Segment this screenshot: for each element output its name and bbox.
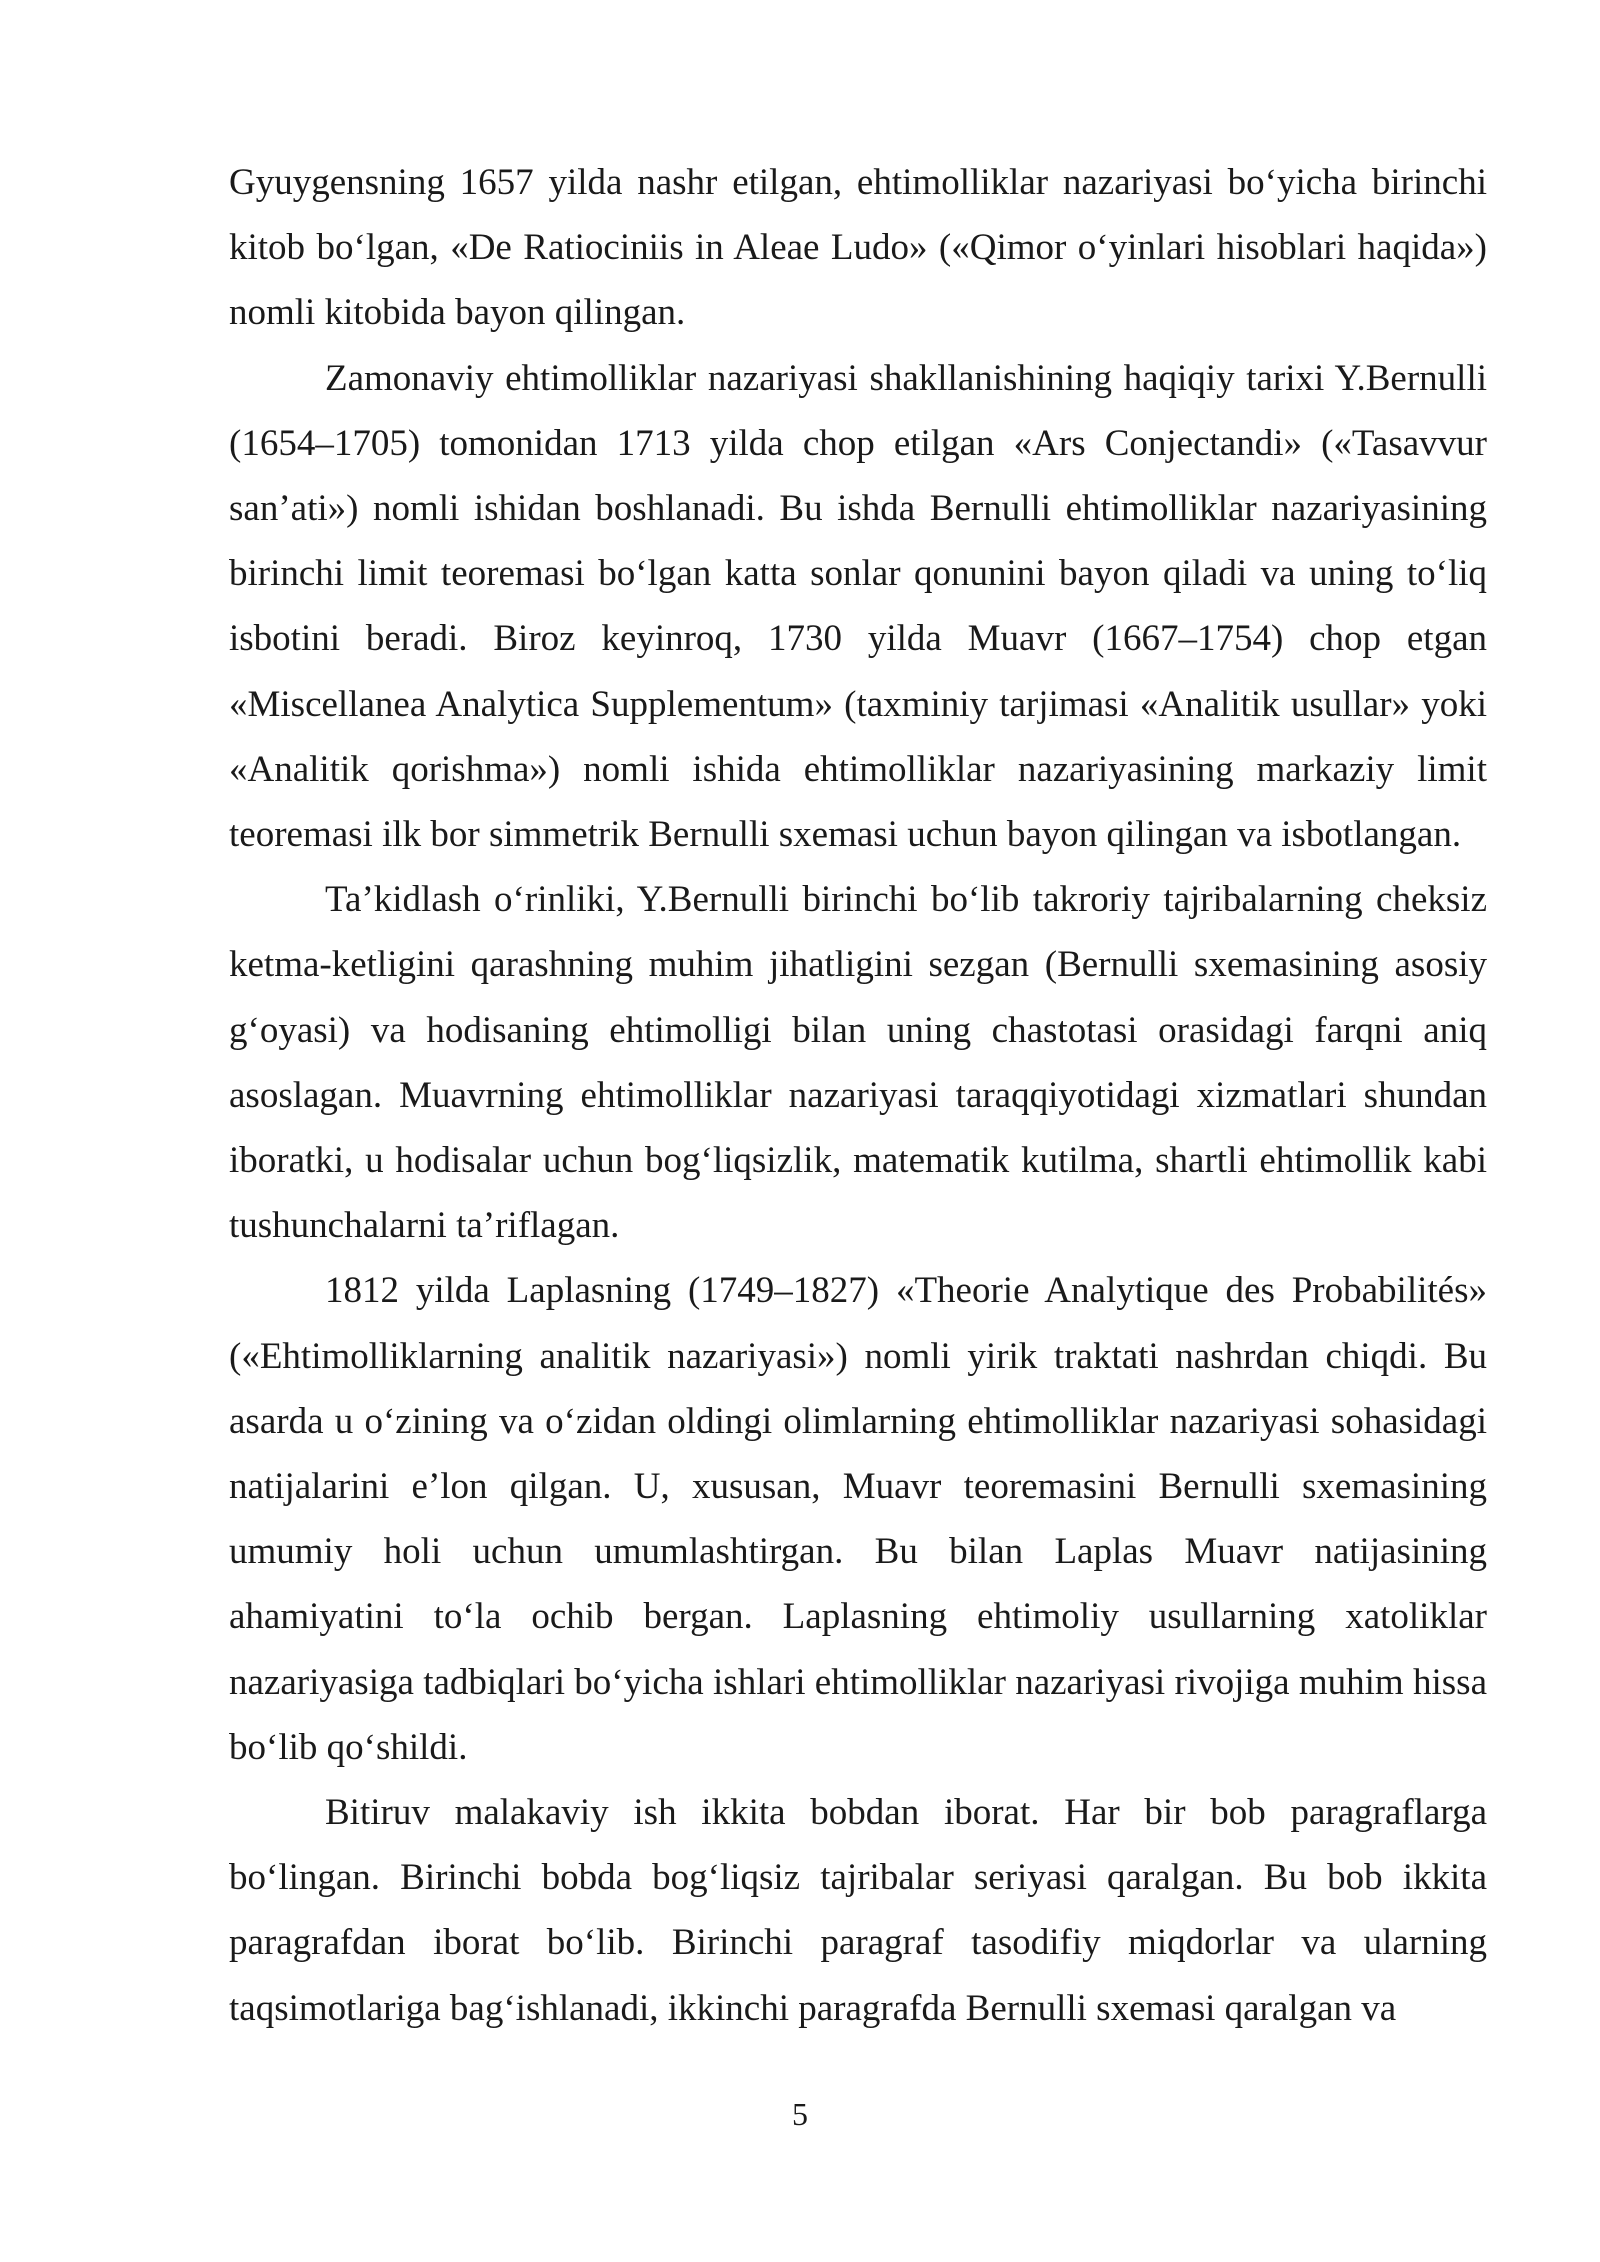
paragraph-4: 1812 yilda Laplasning (1749–1827) «Theorie Analytique des Probabilités» («Ehtimolliklarning analitik nazariyasi») nomli yirik traktati nashrdan chiqdi. Bu asarda u o‘zining va o‘zidan oldingi olimlarning ehtimolliklar nazariyasi sohasidagi natijalarini e’lon qilgan. U, xususan, Muavr teoremasini Bernulli sxemasining umumiy holi uchun umumlashtirgan. Bu bilan Laplas Muavr natijasining ahamiyatini to‘la ochib bergan. Laplasning ehtimoliy usullarning xatoliklar nazariyasiga tadbiqlari bo‘yicha ishlari ehtimolliklar nazariyasi rivojiga muhim hissa bo‘lib qo‘shildi.	[229, 1270, 1487, 1768]
paragraph-2: Zamonaviy ehtimolliklar nazariyasi shakllanishining haqiqiy tarixi Y.Bernulli (1654–1705) tomonidan 1713 yilda chop etilgan «Ars Conjectandi» («Tasavvur san’ati») nomli ishidan boshlanadi. Bu ishda Bernulli ehtimolliklar nazariyasining birinchi limit teoremasi bo‘lgan katta sonlar qonunini bayon qiladi va uning to‘liq isbotini beradi. Biroz keyinroq, 1730 yilda Muavr (1667–1754) chop etgan «Miscellanea Analytica Supplementum» (taxminiy tarjimasi «Analitik usullar» yoki «Analitik qorishma») nomli ishida ehtimolliklar nazariyasining markaziy limit teoremasi ilk bor simmetrik Bernulli sxemasi uchun bayon qilingan va isbotlangan.	[229, 357, 1487, 856]
body-text	[229, 150, 1487, 2041]
paragraph-5: Bitiruv malakaviy ish ikkita bobdan iborat. Har bir bob paragraflarga bo‘lingan. Birinchi bobda bog‘liqsiz tajribalar seriyasi qaralgan. Bu bob ikkita paragrafdan iborat bo‘lib. Birinchi paragraf tasodifiy miqdorlar va ularning taqsimotlariga bag‘ishlanadi, ikkinchi paragrafda Bernulli sxemasi qaralgan va	[229, 1792, 1487, 2029]
paragraph-3: Ta’kidlash o‘rinliki, Y.Bernulli birinchi bo‘lib takroriy tajribalarning cheksiz ketma-ketligini qarashning muhim jihatligini sezgan (Bernulli sxemasining asosiy g‘oyasi) va hodisaning ehtimolligi bilan uning chastotasi orasidagi farqni aniq asoslagan. Muavrning ehtimolliklar nazariyasi taraqqiyotidagi xizmatlari shundan iboratki, u hodisalar uchun bog‘liqsizlik, matematik kutilma, shartli ehtimollik kabi tushunchalarni ta’riflagan.	[229, 879, 1487, 1247]
paragraph-1: Gyuygensning 1657 yilda nashr etilgan, ehtimolliklar nazariyasi bo‘yicha birinchi kitob bo‘lgan, «De Ratiociniis in Aleae Ludo» («Qimor o‘yinlari hisoblari haqida») nomli kitobida bayon qilingan.	[229, 162, 1487, 334]
page-number: 5	[792, 2096, 808, 2132]
